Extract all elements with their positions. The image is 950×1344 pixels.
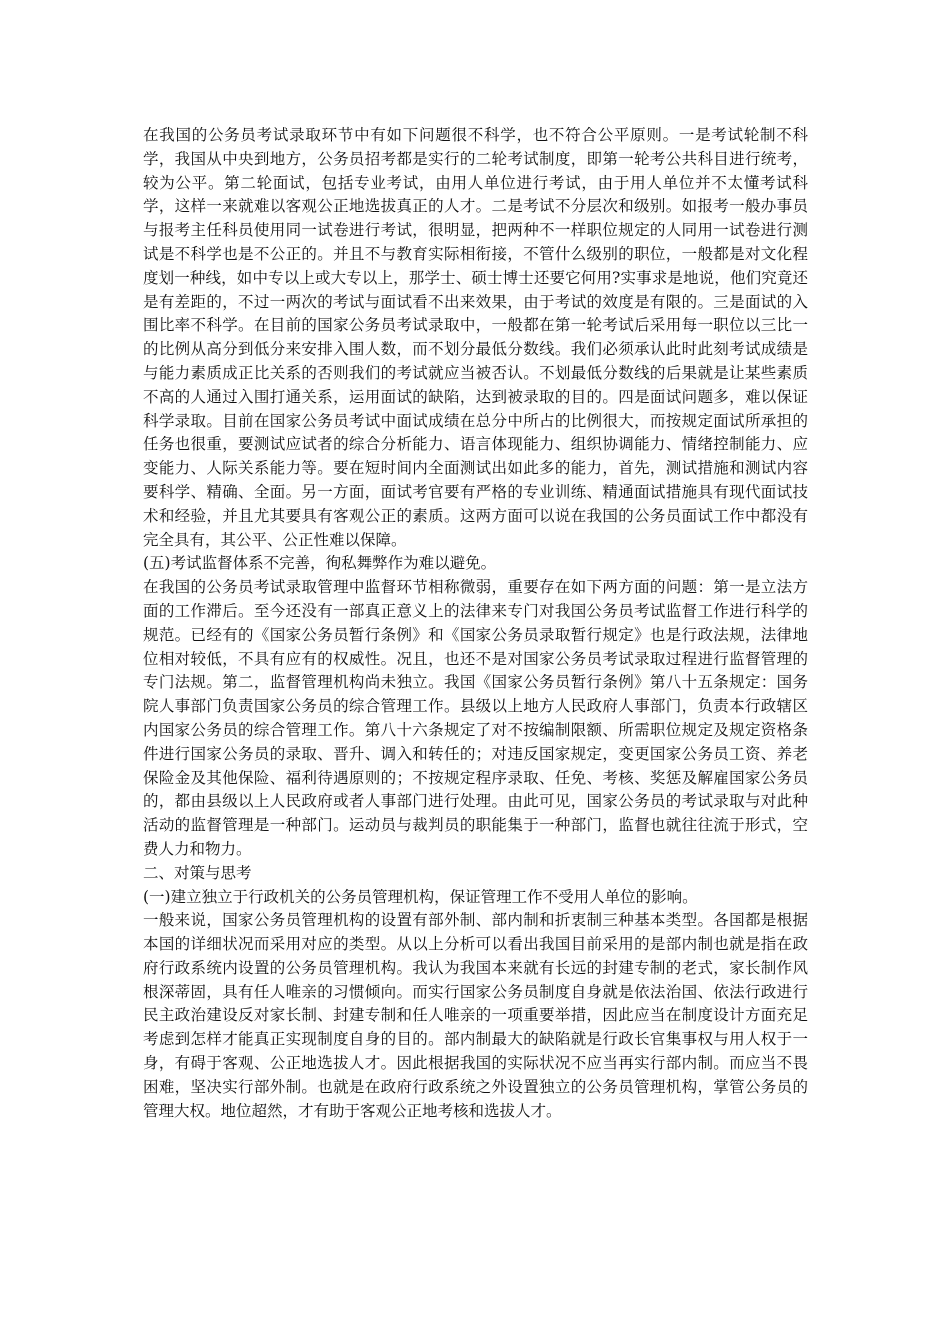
subsection-heading-independent-agency: (一)建立独立于行政机关的公务员管理机构，保证管理工作不受用人单位的影响。 — [143, 887, 698, 906]
paragraph-exam-issues: 在我国的公务员考试录取环节中有如下问题很不科学，也不符合公平原则。一是考试轮制不科学，我国从中央到地方，公务员招考都是实行的二轮考试制度，即第一轮考公共科目进行统考，较为公平。第二轮面试，包括专业考试，由用人单位进行考试，由于用人单位并不太懂考试科学，这样一来就难以客观公正地选拔真正的人才。二是考试不分层次和级别。如报考一般办事员与报考主任科员使用同一试卷进行考试，很明显，把两种不一样职位规定的人同用一试卷进行测试是不科学也是不公正的。并且不与教育实际相衔接，不管什么级别的职位，一般都是对文化程度划一种线，如中专以上或大专以上，那学士、硕士博士还要它何用?实事求是地说，他们究竟还是有差距的，不过一两次的考试与面试看不出来效果，由于考试的效度是有限的。三是面试的入围比率不科学。在目前的国家公务员考试录取中，一般都在第一轮考试后采用每一职位以三比一的比例从高分到低分来安排入围人数，而不划分最低分数线。我们必须承认此时此刻考试成绩是与能力素质成正比关系的否则我们的考试就应当被否认。不划最低分数线的后果就是让某些素质不高的人通过入围打通关系，运用面试的缺陷，达到被录取的目的。四是面试问题多，难以保证科学录取。目前在国家公务员考试中面试成绩在总分中所占的比例很大，而按规定面试所承担的任务也很重，要测试应试者的综合分析能力、语言体现能力、组织协调能力、情绪控制能力、应变能力、人际关系能力等。要在短时间内全面测试出如此多的能力，首先，测试措施和测试内容要科学、精确、全面。另一方面，面试考官要有严格的专业训练、精通面试措施具有现代面试技术和经验，并且尤其要具有客观公正的素质。这两方面可以说在我国的公务员面试工作中都没有完全具有，其公平、公正性难以保障。 — [143, 126, 808, 549]
section-heading-countermeasures: 二、对策与思考 — [143, 863, 252, 882]
paragraph-management-types: 一般来说，国家公务员管理机构的设置有部外制、部内制和折衷制三种基本类型。各国都是根据本国的详细状况而采用对应的类型。从以上分析可以看出我国目前采用的是部内制也就是指在政府行政系统内设置的公务员管理机构。我认为我国本来就有长远的封建专制的老式，家长制作风根深蒂固，具有任人唯亲的习惯倾向。而实行国家公务员制度自身就是依法治国、依法行政进行民主政治建设反对家长制、封建专制和任人唯亲的一项重要举措，因此应当在制度设计方面充足考虑到怎样才能真正实现制度自身的目的。部内制最大的缺陷就是行政长官集事权与用人权于一身，有碍于客观、公正地选拔人才。因此根据我国的实际状况不应当再实行部内制。而应当不畏困难，坚决实行部外制。也就是在政府行政系统之外设置独立的公务员管理机构，掌管公务员的管理大权。地位超然，才有助于客观公正地考核和选拔人才。 — [143, 911, 808, 1120]
section-heading-supervision: (五)考试监督体系不完善，徇私舞弊作为难以避免。 — [143, 554, 497, 573]
document-body — [143, 124, 808, 1123]
paragraph-supervision: 在我国的公务员考试录取管理中监督环节相称微弱，重要存在如下两方面的问题：第一是立法方面的工作滞后。至今还没有一部真正意义上的法律来专门对我国公务员考试监督工作进行科学的规范。已经有的《国家公务员暂行条例》和《国家公务员录取暂行规定》也是行政法规，法律地位相对较低，不具有应有的权威性。况且，也还不是对国家公务员考试录取过程进行监督管理的专门法规。第二，监督管理机构尚未独立。我国《国家公务员暂行条例》第八十五条规定：国务院人事部门负责国家公务员的综合管理工作。县级以上地方人民政府人事部门，负责本行政辖区内国家公务员的综合管理工作。第八十六条规定了对不按编制限额、所需职位规定及规定资格条件进行国家公务员的录取、晋升、调入和转任的；对违反国家规定，变更国家公务员工资、养老保险金及其他保险、福利待遇原则的；不按规定程序录取、任免、考核、奖惩及解雇国家公务员的，都由县级以上人民政府或者人事部门进行处理。由此可见，国家公务员的考试录取与对此种活动的监督管理是一种部门。运动员与裁判员的职能集于一种部门，监督也就往往流于形式，空费人力和物力。 — [143, 578, 808, 858]
